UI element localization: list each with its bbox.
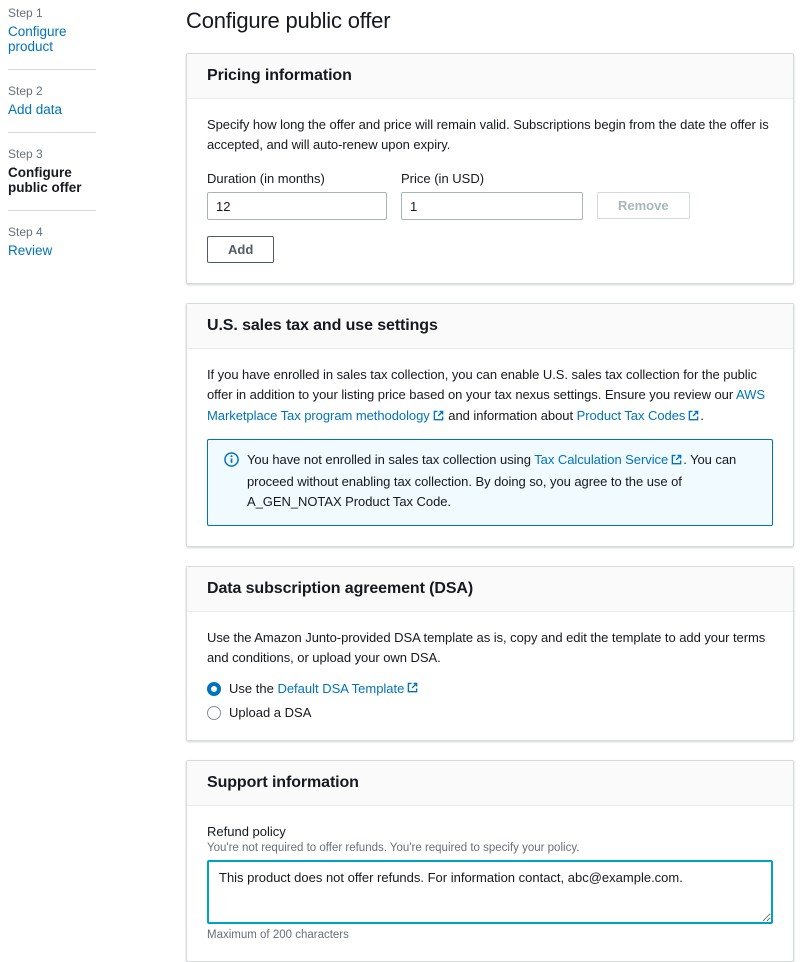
tax-desc-text-1: If you have enrolled in sales tax collection, you can enable U.S. sales tax collection for the public offer in addition to your listing price based on your tax nexus settings. Ensure you review our [207, 367, 757, 403]
dsa-option2-label: Upload a DSA [229, 705, 312, 721]
step-divider [8, 69, 96, 70]
default-dsa-template-link[interactable]: Default DSA Template [277, 681, 405, 697]
duration-label: Duration (in months) [207, 171, 325, 187]
tax-calculation-service-link[interactable]: Tax Calculation Service [534, 451, 669, 467]
tax-desc-text-2: and information about [444, 407, 577, 423]
price-input[interactable] [401, 192, 583, 220]
refund-policy-textarea[interactable] [207, 860, 773, 924]
support-card-header [187, 761, 793, 806]
support-card-body [187, 806, 793, 961]
tax-info-alert [207, 439, 773, 526]
sidebar-item-configure-product[interactable]: Configure product [8, 24, 67, 54]
remove-button[interactable]: Remove [597, 192, 690, 219]
sidebar-step-3 [8, 147, 96, 195]
dsa-description: Use the Amazon Junto-provided DSA template as is, copy and edit the template to add your terms and conditions, or upload your own DSA. [207, 630, 766, 666]
main-content [186, 0, 794, 962]
support-card-title: Support information [207, 774, 359, 792]
pricing-description: Specify how long the offer and price will remain valid. Subscriptions begin from the date the offer is accepted, and will auto-renew upon expiry. [207, 117, 769, 153]
dsa-card [186, 566, 794, 741]
dsa-option1-prefix: Use the [229, 681, 274, 697]
wizard-steps-sidebar [8, 6, 96, 260]
max-characters-hint: Maximum of 200 characters [207, 929, 349, 942]
tax-alert-text [247, 450, 758, 513]
add-button[interactable]: Add [207, 236, 274, 263]
sidebar-step-1 [8, 6, 96, 54]
pricing-card-title: Pricing information [207, 67, 352, 84]
tax-desc-text-3: . [700, 407, 704, 423]
refund-policy-hint: You're not required to offer refunds. You're required to specify your policy. [207, 842, 580, 855]
price-field [401, 171, 583, 220]
dsa-option-default-template[interactable] [207, 681, 773, 696]
price-label: Price (in USD) [401, 171, 485, 187]
step-3-number: Step 3 [8, 147, 43, 161]
external-link-icon [433, 407, 444, 427]
product-tax-codes-link[interactable]: Product Tax Codes [576, 407, 686, 423]
step-2-number: Step 2 [8, 84, 43, 98]
sidebar-item-add-data[interactable]: Add data [8, 102, 63, 117]
step-divider [8, 210, 96, 211]
pricing-card-header [187, 54, 793, 99]
duration-input[interactable] [207, 192, 387, 220]
pricing-information-card [186, 53, 794, 284]
sales-tax-card [186, 303, 794, 547]
duration-field [207, 171, 387, 220]
step-1-number: Step 1 [8, 6, 43, 20]
alert-text-2: . You can proceed without enabling tax collection. By doing so, you agree to the use of A_GEN_NOTAX Product Tax Code. [247, 451, 737, 510]
step-4-number: Step 4 [8, 225, 43, 239]
sidebar-step-2 [8, 84, 96, 117]
tax-methodology-link[interactable]: AWS Marketplace Tax program methodology [207, 387, 765, 423]
support-information-card [186, 760, 794, 962]
sales-tax-card-title: U.S. sales tax and use settings [207, 317, 438, 335]
sidebar-item-review[interactable]: Review [8, 243, 53, 258]
external-link-icon [688, 407, 699, 427]
external-link-icon [671, 451, 682, 472]
pricing-field-row [207, 171, 773, 220]
pricing-card-body [187, 99, 793, 283]
sales-tax-card-body [187, 349, 793, 546]
external-link-icon [407, 681, 418, 696]
step-divider [8, 132, 96, 133]
sidebar-item-configure-public-offer-active: Configure public offer [8, 165, 82, 195]
info-icon [224, 452, 239, 513]
dsa-card-title: Data subscription agreement (DSA) [207, 580, 474, 598]
dsa-card-body [187, 612, 793, 740]
sales-tax-card-header [187, 304, 793, 349]
sidebar-step-4 [8, 225, 96, 258]
dsa-card-header [187, 567, 793, 612]
radio-selected-icon[interactable] [207, 682, 221, 696]
dsa-option-upload[interactable] [207, 705, 773, 720]
radio-unselected-icon[interactable] [207, 706, 221, 720]
page-title: Configure public offer [186, 8, 391, 33]
sales-tax-description [207, 365, 773, 426]
alert-text-1: You have not enrolled in sales tax collection using [247, 451, 535, 467]
refund-policy-label: Refund policy [207, 824, 286, 840]
